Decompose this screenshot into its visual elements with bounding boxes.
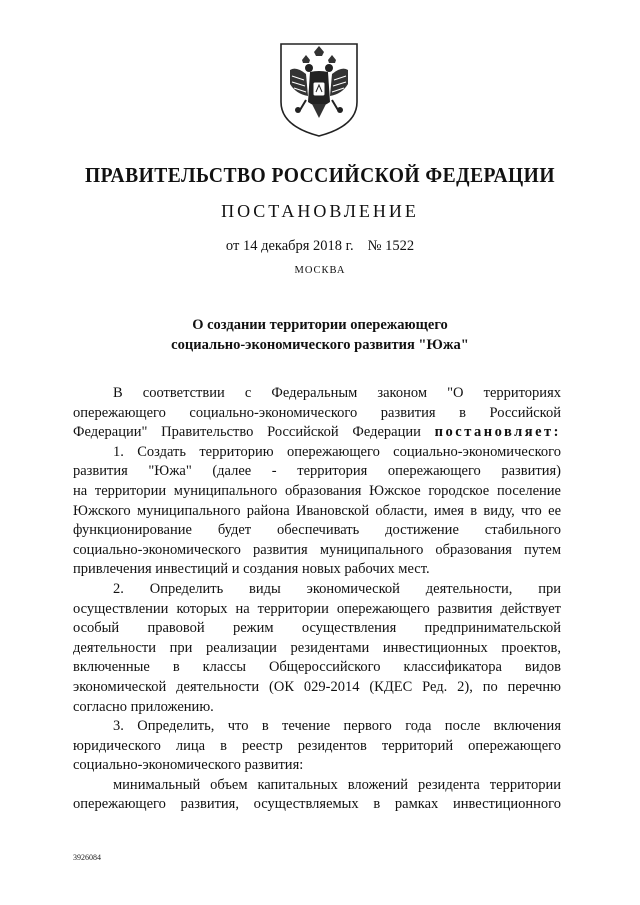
body-line: опережающего социально-экономического развития в Российской xyxy=(73,404,561,421)
document-city: МОСКВА xyxy=(294,265,346,276)
document-body xyxy=(73,384,561,815)
footer-document-code: 3926084 xyxy=(73,853,101,862)
body-line: опережающего развития, осуществляемых в рамках инвестиционного xyxy=(73,796,561,813)
number-sign: № xyxy=(367,238,382,254)
body-line: Южского муниципального района Ивановской области, имея в виду, что ее xyxy=(73,502,561,519)
body-line: осуществлении которых на территории опережающего развития действует xyxy=(73,600,561,617)
decree-word: постановляет: xyxy=(434,424,561,441)
body-line: 3. Определить, что в течение первого года после включения xyxy=(113,718,561,735)
body-line: социально-экономического развития муниципального образования путем xyxy=(73,541,561,558)
body-line: 1. Создать территорию опережающего социально-экономического xyxy=(113,443,561,460)
body-line: деятельности при реализации резидентами инвестиционных проектов, xyxy=(73,639,561,656)
document-number: 1522 xyxy=(385,238,415,254)
body-line: развития "Южа" (далее - территория опережающего развития) xyxy=(73,463,561,480)
document-date: 14 декабря 2018 г. xyxy=(242,238,354,254)
document-type: ПОСТАНОВЛЕНИЕ xyxy=(221,201,419,221)
body-line: особый правовой режим осуществления предпринимательской xyxy=(73,620,561,637)
body-line: экономической деятельности (ОК 029-2014 (КДЕС Ред. 2), по перечню xyxy=(73,678,561,695)
government-title: ПРАВИТЕЛЬСТВО РОССИЙСКОЙ ФЕДЕРАЦИИ xyxy=(84,163,555,187)
body-line: юридического лица в реестр резидентов территорий опережающего xyxy=(73,737,561,754)
subject-line: социально-экономического развития "Южа" xyxy=(171,337,469,353)
body-line xyxy=(73,423,561,443)
date-prefix: от xyxy=(225,238,240,254)
subject-line: О создании территории опережающего xyxy=(192,317,448,333)
body-line: минимальный объем капитальных вложений резидента территории xyxy=(113,776,561,793)
body-line: функционирование будет обеспечивать достижение стабильного xyxy=(73,522,561,539)
document-date-line xyxy=(0,236,640,256)
body-line: 2. Определить виды экономической деятельности, при xyxy=(113,580,561,597)
body-line: социально-экономического развития: xyxy=(73,757,304,774)
body-line: В соответствии с Федеральным законом "О территориях xyxy=(113,385,561,401)
body-line: на территории муниципального образования Южское городское поселение xyxy=(73,482,561,499)
body-line-text: Федерации" Правительство Российской Федерации xyxy=(73,424,421,441)
body-line: привлечения инвестиций и создания новых рабочих мест. xyxy=(73,561,430,578)
body-line: согласно приложению. xyxy=(73,698,214,715)
document-subject xyxy=(0,315,640,355)
body-line: включенные в классы Общероссийского классификатора видов xyxy=(73,659,561,676)
coat-of-arms-emblem xyxy=(276,40,362,138)
